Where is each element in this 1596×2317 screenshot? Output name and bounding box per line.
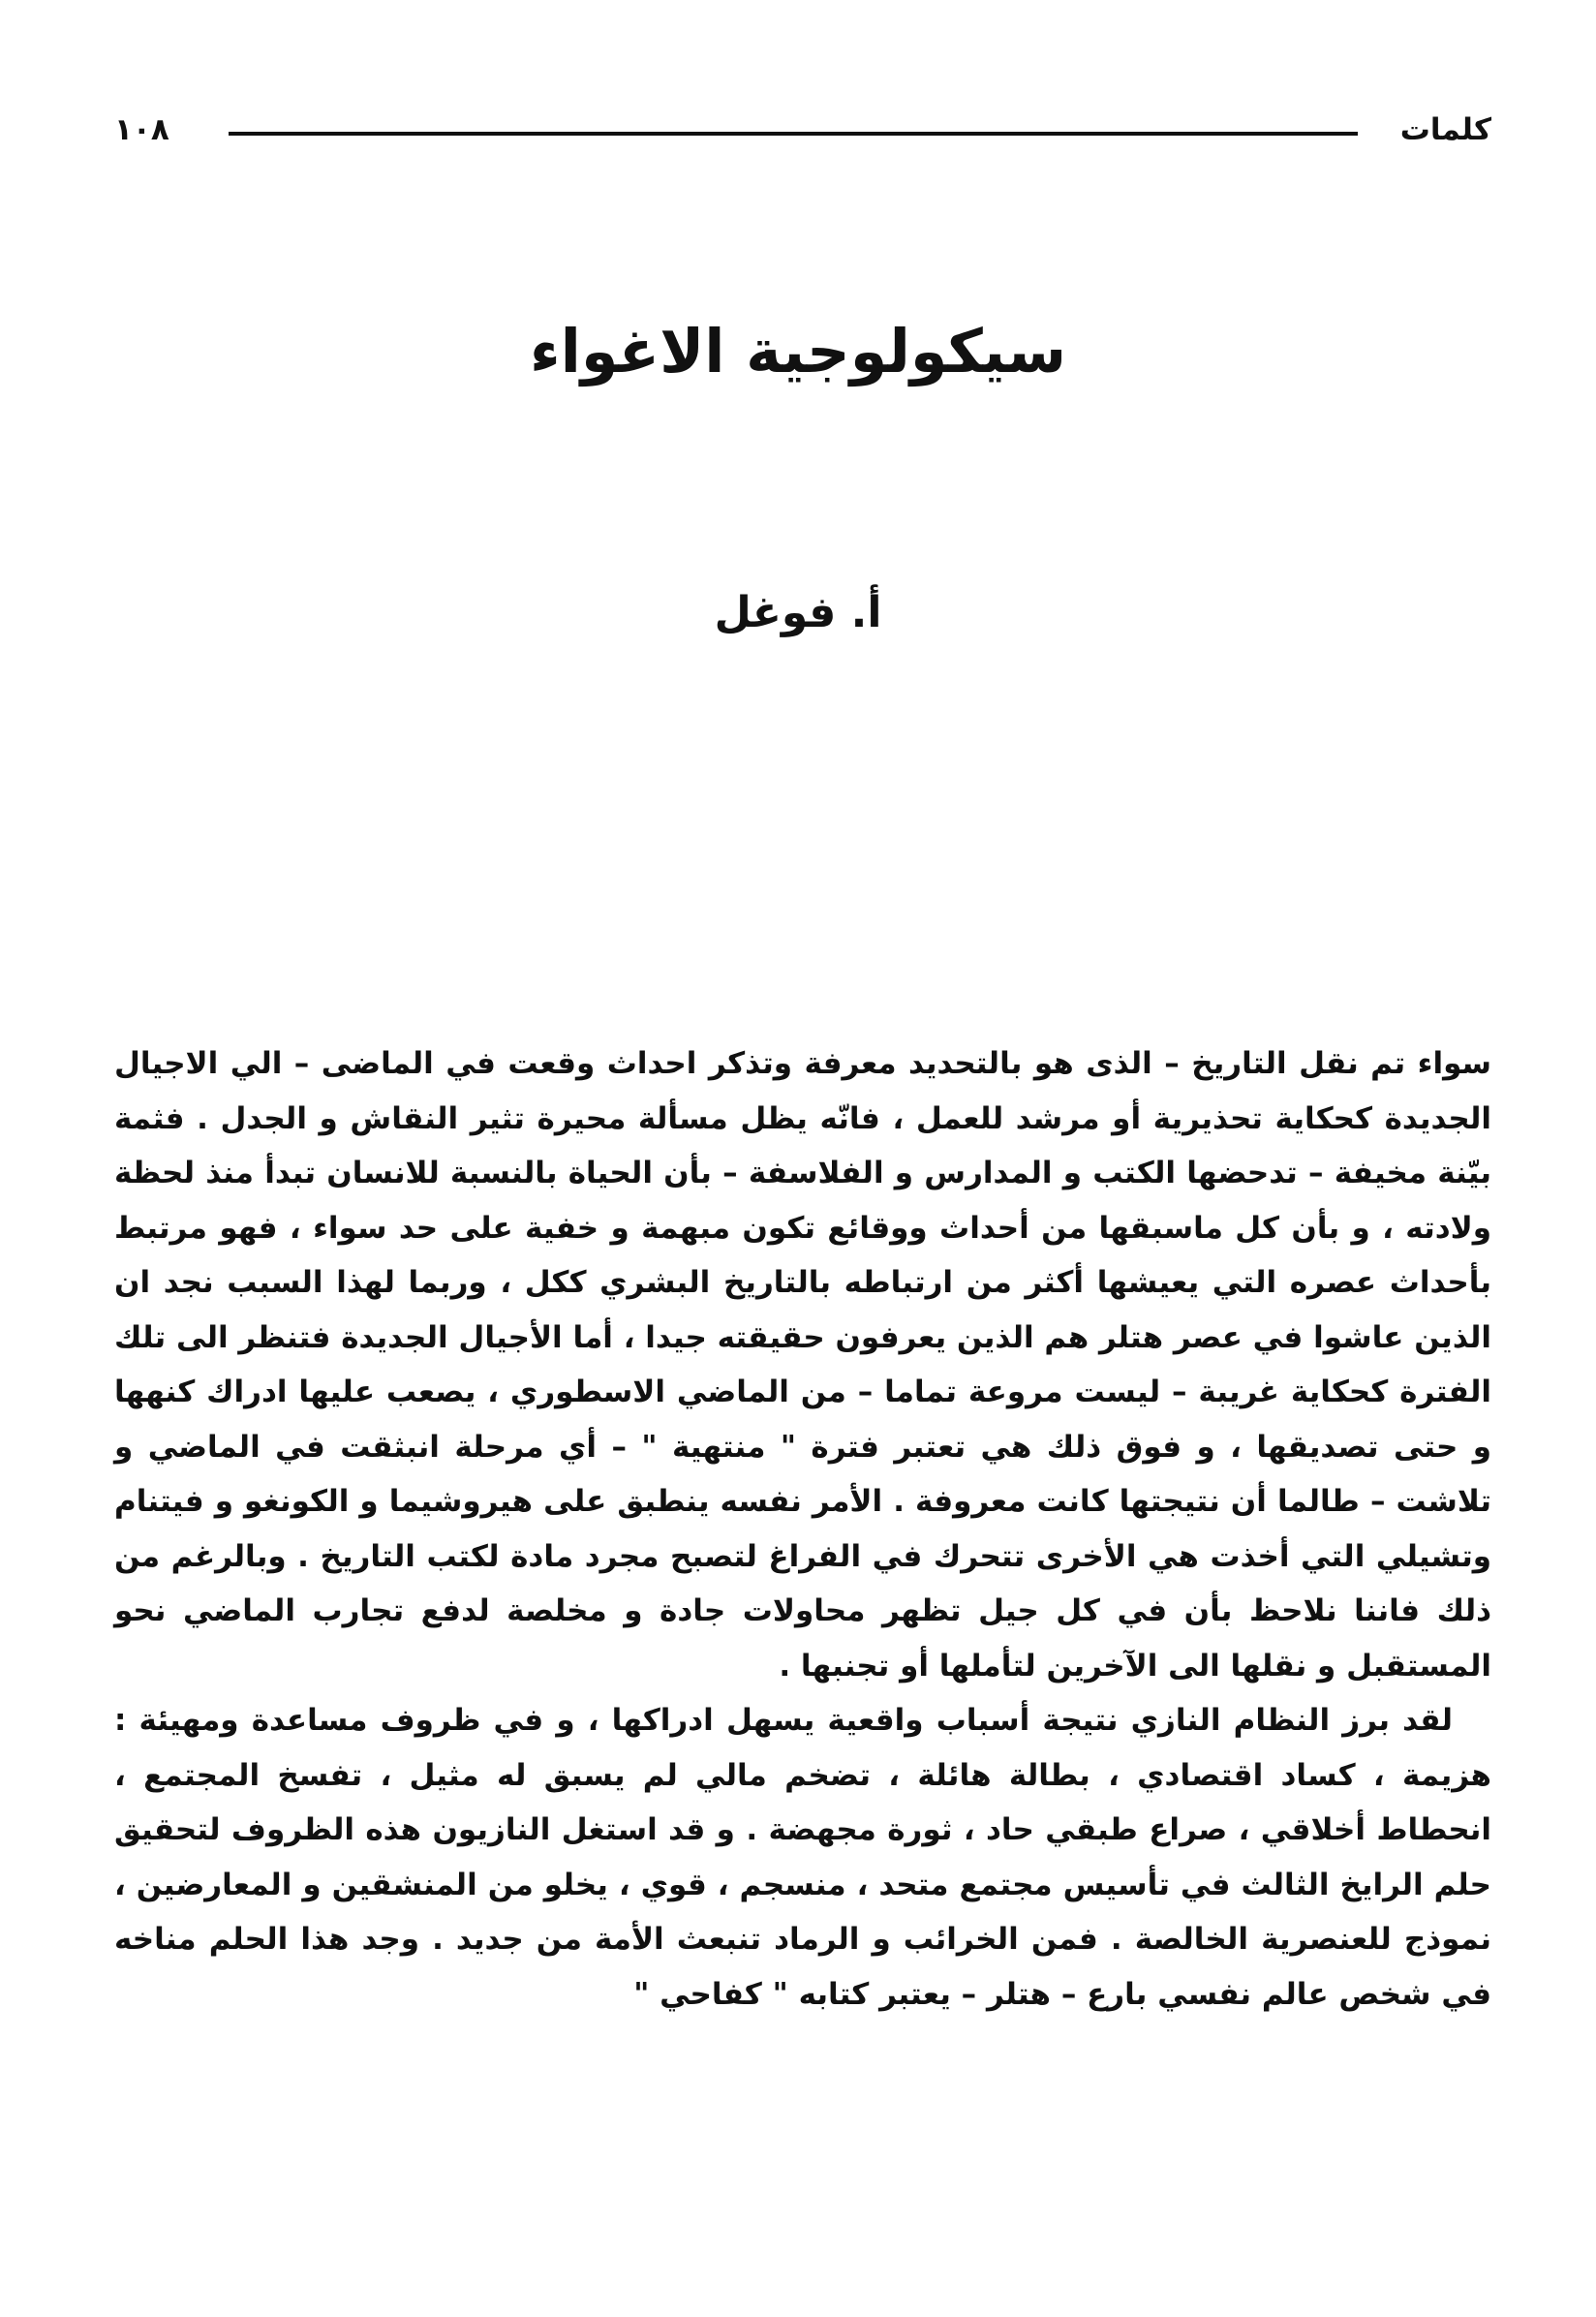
paragraph-2: لقد برز النظام النازي نتيجة أسباب واقعية يسهل ادراكها ، و في ظروف مساعدة ومهيئة : هزيمة ، كساد اقتصادي ، بطالة هائلة ، تضخم مالي لم يسبق له مثيل ، تفسخ المجتمع ، انحطاط أخلاقي ، صراع طبقي حاد ، ثورة مجهضة . و قد استغل النازيون هذه الظروف لتحقيق حلم الرايخ الثالث في تأسيس مجتمع متحد ، منسجم ، قوي ، يخلو من المنشقين و المعارضين ، نموذج للعنصرية الخالصة . فمن الخرائب و الرماد تنبعث الأمة من جديد . وجد هذا الحلم مناخه في شخص عالم نفسي بارع – هتلر – يعتبر كتابه " كفاحي "	[114, 1703, 1491, 2012]
article-title: سيكولوجية الاغواء	[529, 316, 1067, 386]
journal-name: كلمات	[1399, 112, 1491, 147]
page-number: ١٠٨	[114, 112, 169, 147]
header-rule	[229, 132, 1358, 136]
paragraph-1: سواء تم نقل التاريخ – الذى هو بالتحديد معرفة وتذكر احداث وقعت في الماضى – الي الاجيال الجديدة كحكاية تحذيرية أو مرشد للعمل ، فانّه يظل مسألة محيرة تثير النقاش و الجدل . فثمة بيّنة مخيفة – تدحضها الكتب و المدارس و الفلاسفة – بأن الحياة بالنسبة للانسان تبدأ منذ لحظة ولادته ، و بأن كل ماسبقها من أحداث ووقائع تكون مبهمة و خفية على حد سواء ، فهو مرتبط بأحداث عصره التي يعيشها أكثر من ارتباطه بالتاريخ البشري ككل ، وربما لهذا السبب نجد ان الذين عاشوا في عصر هتلر هم الذين يعرفون حقيقته جيدا ، أما الأجيال الجديدة فتنظر الى تلك الفترة كحكاية غريبة – ليست مروعة تماما – من الماضي الاسطوري ، يصعب عليها ادراك كنهها و حتى تصديقها ، و فوق ذلك هي تعتبر فترة " منتهية " – أي مرحلة انبثقت في الماضي و تلاشت – طالما أن نتيجتها كانت معروفة . الأمر نفسه ينطبق على هيروشيما و الكونغو و فيتنام وتشيلي التي أخذت هي الأخرى تتحرك في الفراغ لتصبح مجرد مادة لكتب التاريخ . وبالرغم من ذلك فاننا نلاحظ بأن في كل جيل تظهر محاولات جادة و مخلصة لدفع تجارب الماضي نحو المستقبل و نقلها الى الآخرين لتأملها أو تجنبها .	[114, 1046, 1491, 1684]
article-author: أ. فوغل	[714, 588, 882, 637]
running-header	[114, 105, 1491, 163]
article-body	[114, 1036, 1491, 2022]
